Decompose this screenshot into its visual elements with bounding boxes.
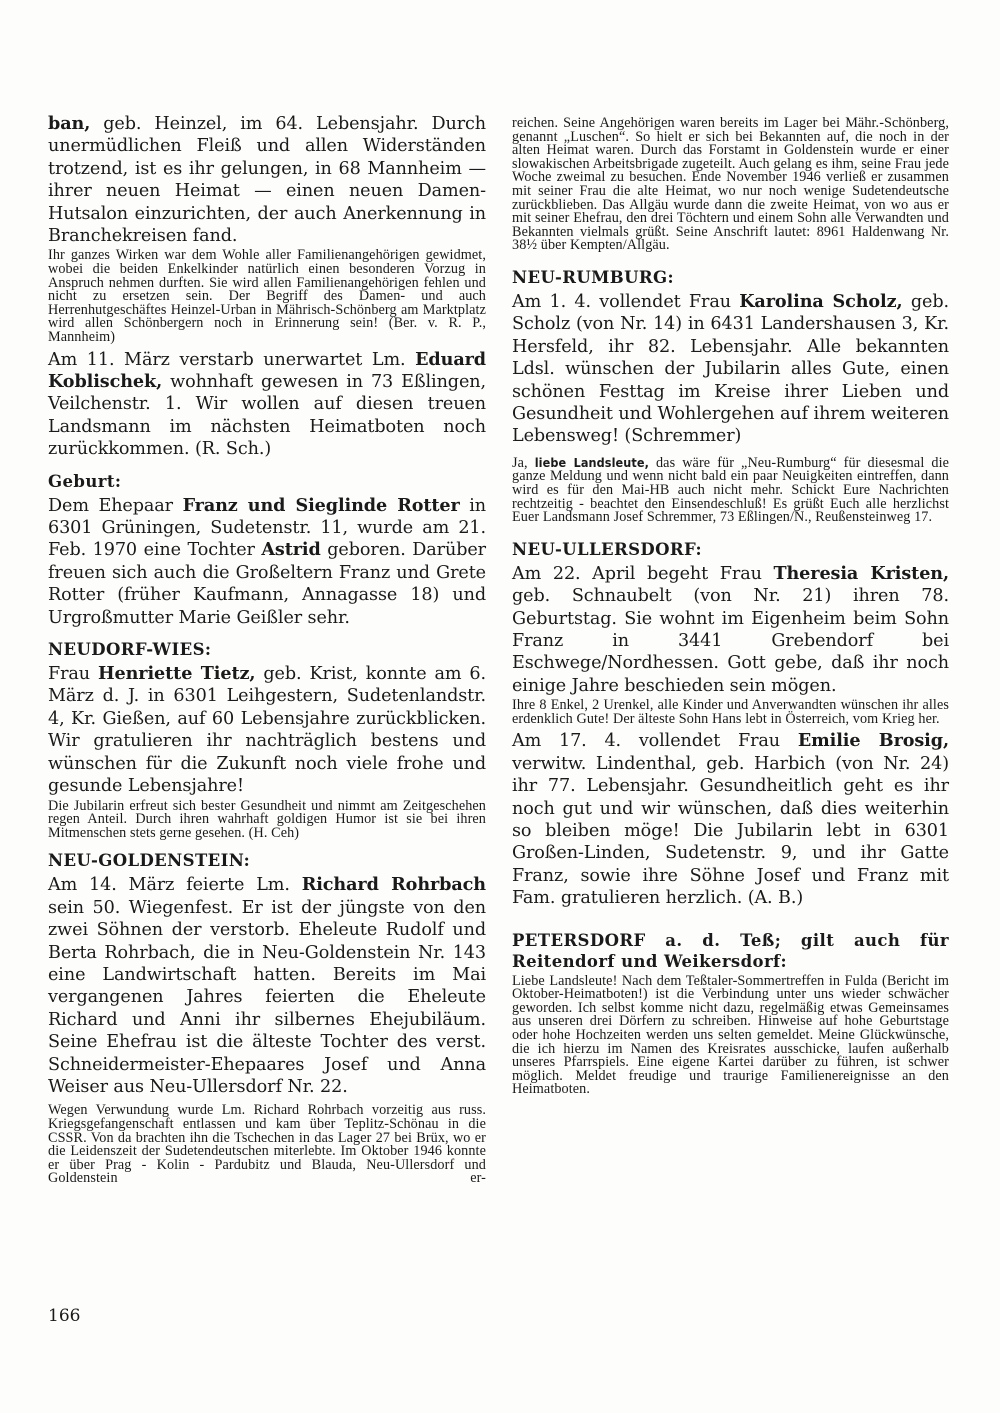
neu-ullersdorf-entry-1-text: Am 22. April begeht Frau Theresia Kristen, geb. Schnaubelt (von Nr. 21) ihren 78. Geburtstag. Sie wohnt im Eigenheim beim Sohn Franz in 3441 Grebendorf bei Eschwege/Nordhessen. Gott gebe, daß ihr noch einige Jahre beschieden sein mögen. xyxy=(512,562,950,696)
neu-goldenstein-continued-text: reichen. Seine Angehörigen waren bereits im Lager bei Mähr.-Schönberg, genannt „Luschen“. So hielt er sich bei Bekannten auf, die noch in der alten Heimat waren. Durch das Forstamt in Goldenstein wurde er einer slowakischen Arbeitsbrigade zugeteilt. Auch gelang es ihm, seine Frau jede Woche zweimal zu besuchen. Ende November 1946 verließ er zusammen mit seiner Frau die alte Heimat, wo nur noch wenige Sudetendeutsche zurückblieben. Das Allgäu wurde dann die zweite Heimat, von wo aus er mit seiner Ehefrau, den drei Töchtern und einem Sohn alle Verwandten und Bekannten vielmals grüßt. Seine Anschrift lautet: 8961 Haldenwang Nr. 38½ über Kempten/Allgäu. xyxy=(512,115,949,254)
section-neu-ullersdorf xyxy=(512,539,949,910)
neu-goldenstein-continuation xyxy=(512,117,949,253)
neu-goldenstein-small-text: Wegen Verwundung wurde Lm. Richard Rohrbach vorzeitig aus russ. Kriegsgefangenschaft entlassen und kam über Teplitz-Schönau in die CSSR. Von da brachten ihn die Tschechen in das Lager 27 bei Brüx, wo er die Leidenszeit der Sudetendeutschen miterlebte. Im Oktober 1946 konnte er über Prag - Kolin - Pardubitz und Blauda, Neu-Ullersdorf und Goldenstein er- xyxy=(48,1102,486,1187)
section-heading-neudorf-wies: NEUDORF-WIES: xyxy=(48,640,212,660)
neudorf-wies-small-text: Die Jubilarin erfreut sich bester Gesundheit und nimmt am Zeitgeschehen regen Anteil. Durch ihren wahrhaft goldigen Humor ist sie bei ihren Mitmenschen stets gerne gesehen. (H. Ceh) xyxy=(48,797,486,841)
neu-goldenstein-text: Am 14. März feierte Lm. Richard Rohrbach sein 50. Wiegenfest. Er ist der jüngste von den zwei Söhnen der verstorb. Eheleute Rudolf und Berta Rohrbach, die in Neu-Goldenstein Nr. 143 eine Landwirtschaft hatten. Bereits im Mai vergangenen Jahres feierten die Eheleute Richard und Anni ihr silbernes Ehejubiläum. Seine Ehefrau ist die älteste Tochter des verst. Schneidermeister-Ehepaares Josef und Anna Weiser aus Neu-Ullersdorf Nr. 22. xyxy=(48,874,486,1097)
bold-greeting: liebe Landsleute, xyxy=(534,454,649,470)
neu-ullersdorf-entry-1-small-text: Ihre 8 Enkel, 2 Urenkel, alle Kinder und Anverwandten wünschen ihr alles erdenklich Gute! Der älteste Sohn Hans lebt in Österreich, vom Krieg her. xyxy=(512,697,949,727)
section-heading-neu-goldenstein: NEU-GOLDENSTEIN: xyxy=(48,851,251,871)
obituary-heinzel-text: ban, geb. Heinzel, im 64. Lebensjahr. Durch unermüdlichen Fleiß und allen Widerständen trotzend, ist es ihr gelungen, in 68 Mannheim — ihrer neuen Heimat — einen neuen Damen-Hutsalon einzurichten, der auch Anerkennung in Branchekreisen fand. xyxy=(48,113,486,247)
right-column xyxy=(512,117,949,1099)
neu-rumburg-text: Am 1. 4. vollendet Frau Karolina Scholz, geb. Scholz (von Nr. 14) in 6431 Landershausen 3, Kr. Hersfeld, ihr 82. Lebensjahr. Alle bekannten Ldsl. wünschen der Jubilarin alles Gute, einen schönen Festtag im Kreise ihrer Lieben und Gesundheit und Wohlergehen auf ihrem weiteren Lebensweg! (Schremmer) xyxy=(512,290,949,447)
page-number: 166 xyxy=(48,1306,81,1326)
person-name: Karolina Scholz, xyxy=(739,290,903,312)
neu-ullersdorf-entry-2-text: Am 17. 4. vollendet Frau Emilie Brosig, verwitw. Lindenthal, geb. Harbich (von Nr. 24) ihr 77. Lebensjahr. Gesundheitlich geht es ihr noch gut und wir wünschen, daß dies weiterhin so bleiben möge! Die Jubilarin lebt in 6301 Großen-Linden, Sudetenstr. 9, und ihr Gatte Franz, sowie ihre Söhne Josef und Franz mit Fam. gratulieren herzlich. (A. B.) xyxy=(512,730,949,909)
section-neu-goldenstein xyxy=(48,850,486,1186)
section-heading-neu-ullersdorf: NEU-ULLERSDORF: xyxy=(512,539,703,559)
neu-rumburg-small-text: Ja, liebe Landsleute, das wäre für „Neu-Rumburg“ für diesesmal die ganze Meldung und wenn nicht bald ein paar Neuigkeiten eintreffen, dann wird es für den Mai-HB auch nicht mehr. Schickt Eure Nachrichten rechtzeitig - beachtet den Einsendeschluß! Es grüßt Euch alle herzlichst Euer Landsmann Josef Schremmer, 73 Eßlingen/N., Reußensteinweg 17. xyxy=(512,454,950,526)
section-neudorf-wies xyxy=(48,639,486,840)
section-heading-neu-rumburg: NEU-RUMBURG: xyxy=(512,267,675,287)
section-petersdorf xyxy=(512,930,949,1097)
person-name: Theresia Kristen, xyxy=(773,562,950,584)
person-name: Henriette Tietz, xyxy=(98,663,256,685)
petersdorf-small-text: Liebe Landsleute! Nach dem Teßtaler-Sommertreffen in Fulda (Bericht im Oktober-Heimatboten!) ist die Verbindung unter uns wieder schwächer geworden. Ich selbst komme nicht dazu, regelmäßig etwas Gemeinsames aus unseren drei Dörfern zu schreiben. Hinweise auf hohe Geburtstage oder hohe Hochzeiten werden uns selten gemeldet. Meine Glückwünsche, die ich hierzu im Namen des Kreisrates ausschicke, laufen außerhalb unseres Pfarrspiels. Eine eigene Kartei darüber zu führen, ist schwer möglich. Meldet freudige und traurige Familienereignisse an den Heimatboten. xyxy=(512,972,949,1098)
person-name: Emilie Brosig, xyxy=(797,730,949,752)
obituary-heinzel-small-text: Ihr ganzes Wirken war dem Wohle aller Familienangehörigen gewidmet, wobei die beiden Enkelkinder natürlich einen besonderen Vorzug in Anspruch nehmen durften. Sie wird allen Familienangehörigen fehlen und nicht zu ersetzen sein. Der Begriff des Damen- und auch Herrenhutgeschäftes Heinzel-Urban in Mährisch-Schönberg am Marktplatz wird allen Schönbergern noch in Erinnerung sein! (Ber. v. R. P., Mannheim) xyxy=(48,247,486,345)
obituary-koblischek-text: Am 11. März verstarb unerwartet Lm. Eduard Koblischek, wohnhaft gewesen in 73 Eßlingen, Veilchenstr. 1. Wir wollen auf diesen treuen Landsmann im nächsten Heimatboten noch zurückkommen. (R. Sch.) xyxy=(48,348,486,460)
section-geburt xyxy=(48,471,486,629)
person-name: Astrid xyxy=(261,539,321,561)
neudorf-wies-text: Frau Henriette Tietz, geb. Krist, konnte am 6. März d. J. in 6301 Leihgestern, Sudetenlandstr. 4, Kr. Gießen, auf 60 Lebensjahre zurückblicken. Wir gratulieren ihr nachträglich bestens und wünschen für die Zukunft noch viele frohe und gesunde Lebensjahre! xyxy=(48,663,486,797)
section-heading-geburt: Geburt: xyxy=(48,471,122,491)
bold-lead: ban, xyxy=(48,113,91,134)
left-column xyxy=(48,113,486,1188)
obituary-koblischek xyxy=(48,349,486,461)
geburt-text: Dem Ehepaar Franz und Sieglinde Rotter in 6301 Grüningen, Sudetenstr. 11, wurde am 21. Feb. 1970 eine Tochter Astrid geboren. Darüber freuen sich auch die Großeltern Franz und Grete Rotter (früher Kaufmann, Annagasse 18) und Urgroßmutter Marie Geißler sehr. xyxy=(48,494,486,628)
obituary-heinzel xyxy=(48,113,486,345)
person-name: Eduard Koblischek, xyxy=(48,348,486,392)
person-name: Franz und Sieglinde Rotter xyxy=(182,494,460,516)
person-name: Richard Rohrbach xyxy=(301,874,486,896)
section-heading-petersdorf: PETERSDORF a. d. Teß; gilt auch für Reitendorf und Weikersdorf: xyxy=(512,930,949,971)
section-neu-rumburg xyxy=(512,267,949,525)
